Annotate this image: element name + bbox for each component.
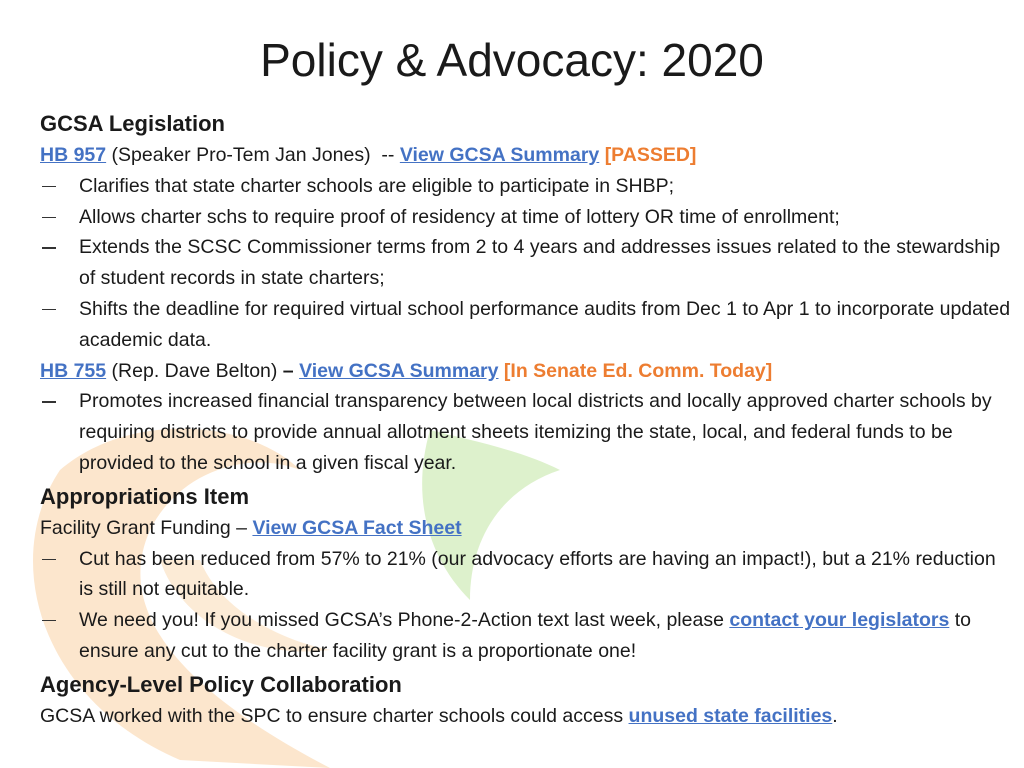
agency-text: GCSA worked with the SPC to ensure charter schools could access	[40, 704, 624, 727]
bill-bullet	[40, 386, 1015, 478]
dash-bullet-icon	[42, 217, 56, 218]
view-summary-link[interactable]: View GCSA Summary	[299, 359, 499, 382]
bill-separator: –	[282, 359, 294, 382]
dash-bullet-icon	[42, 309, 56, 310]
bill-sponsor: (Speaker Pro-Tem Jan Jones)	[111, 144, 371, 166]
contact-legislators-link[interactable]: contact your legislators	[729, 609, 950, 632]
bill-bullet	[40, 232, 1015, 294]
appropriations-bullet	[40, 544, 1015, 606]
bullet-text: Allows charter schs to require proof of residency at time of lottery OR time of enrollment;	[79, 205, 840, 228]
bill-bullet	[40, 294, 1015, 356]
dash-bullet-icon	[42, 620, 56, 621]
unused-facilities-link[interactable]: unused state facilities	[628, 704, 833, 727]
dash-bullet-icon	[42, 247, 56, 248]
appropriations-heading: Appropriations Item	[40, 483, 250, 509]
dash-bullet-icon	[42, 401, 56, 402]
bill-sponsor: (Rep. Dave Belton)	[111, 359, 278, 382]
bill-status: [In Senate Ed. Comm. Today]	[503, 359, 773, 382]
bill-link[interactable]: HB 957	[40, 144, 107, 166]
page-title: Policy & Advocacy: 2020	[260, 34, 764, 86]
appropriations-subtitle-line	[40, 513, 1015, 544]
bullet-text-before: We need you! If you missed GCSA’s Phone-2-Action text last week, please	[79, 609, 724, 632]
legislation-heading: GCSA Legislation	[40, 111, 225, 136]
bill-header	[40, 140, 1015, 171]
bill-link[interactable]: HB 755	[40, 359, 107, 382]
dash-bullet-icon	[42, 559, 56, 560]
bullet-text	[79, 605, 1014, 667]
bullet-text: Shifts the deadline for required virtual school performance audits from Dec 1 to Apr 1 to incorporate updated academic data.	[79, 297, 1011, 351]
bill-header	[40, 356, 1015, 387]
view-summary-link[interactable]: View GCSA Summary	[399, 144, 600, 166]
bill-separator: --	[381, 144, 395, 166]
agency-text-line	[40, 701, 1015, 732]
agency-heading: Agency-Level Policy Collaboration	[40, 671, 402, 697]
bill-bullet	[40, 171, 1015, 202]
bill-status: [PASSED]	[604, 144, 697, 166]
dash-bullet-icon	[42, 186, 56, 187]
bullet-text: Extends the SCSC Commissioner terms from 2 to 4 years and addresses issues related to the stewardship of student records in state charters;	[79, 236, 1001, 290]
view-fact-sheet-link[interactable]: View GCSA Fact Sheet	[252, 516, 462, 539]
slide-content	[40, 108, 1015, 732]
bullet-text: Cut has been reduced from 57% to 21% (our advocacy efforts are having an impact!), but a 21% reduction is still not equitable.	[79, 547, 996, 601]
appropriations-subtitle: Facility Grant Funding –	[40, 516, 248, 539]
bullet-text: Promotes increased financial transparency between local districts and locally approved charter schools by requiring districts to provide annual allotment sheets itemizing the state, local, and federal funds to be provided to the school in a given fiscal year.	[79, 390, 992, 474]
bill-bullet	[40, 202, 1015, 233]
agency-period: .	[832, 704, 838, 727]
bullet-text-after: to ensure any cut to the charter facility grant is a proportionate one!	[79, 609, 972, 662]
bullet-text: Clarifies that state charter schools are eligible to participate in SHBP;	[79, 174, 675, 197]
appropriations-bullet	[40, 605, 1015, 667]
